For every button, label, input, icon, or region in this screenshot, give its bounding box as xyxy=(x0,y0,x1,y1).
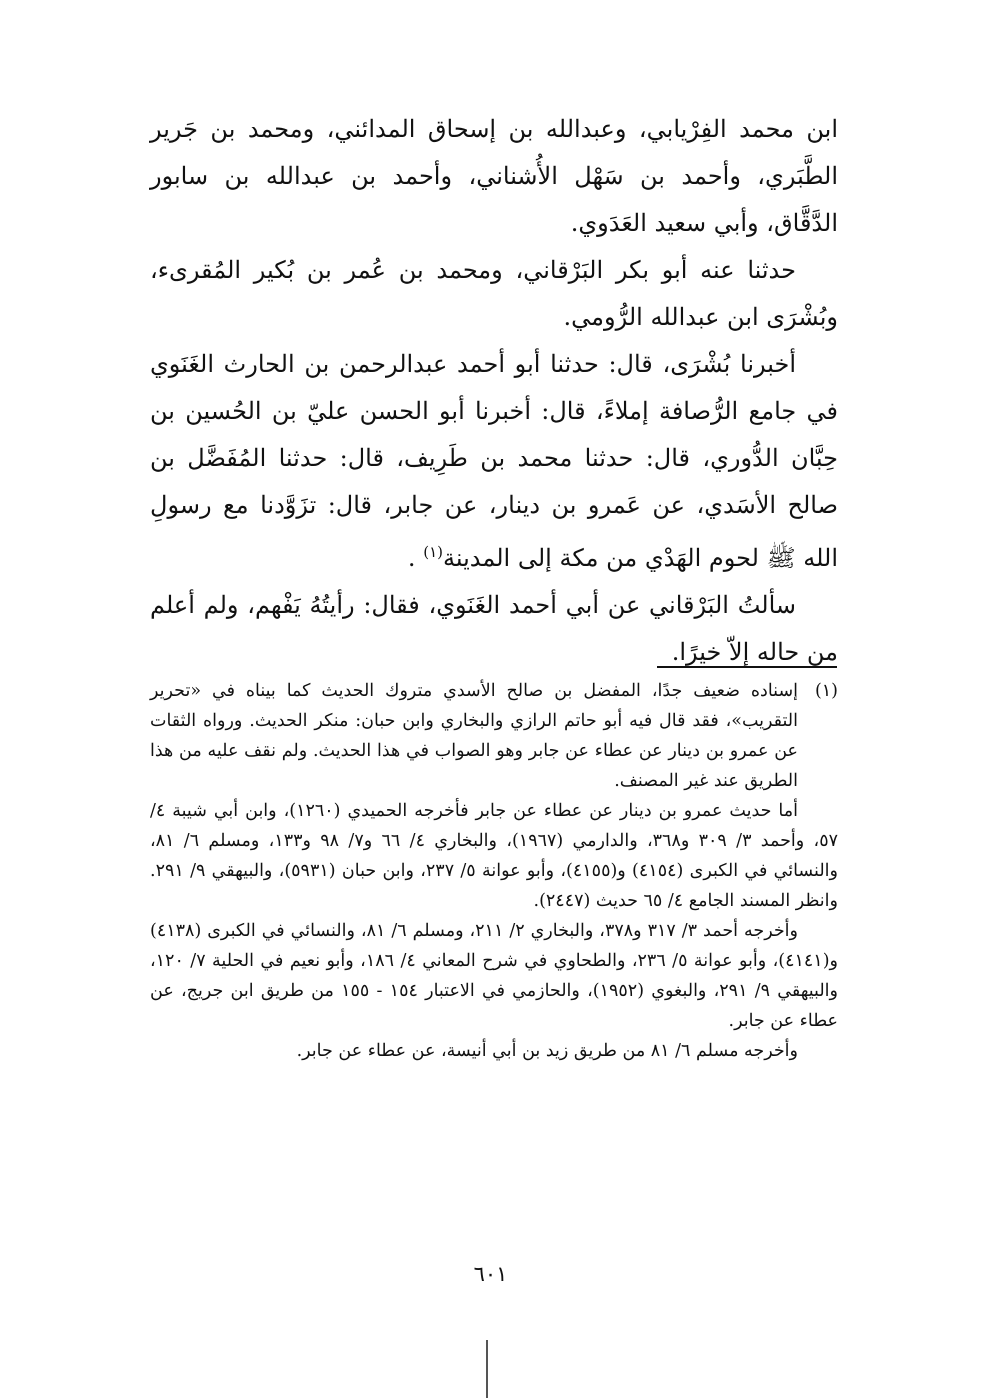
paragraph-barqani xyxy=(150,582,838,676)
paragraph-students xyxy=(150,247,838,341)
scan-artifact-line xyxy=(486,1340,488,1398)
page-number: ٦٠١ xyxy=(473,1262,508,1286)
footnote-paragraph: وأخرجه أحمد ٣/ ٣١٧ و٣٧٨، والبخاري ٢/ ٢١١، ومسلم ٦/ ٨١، والنسائي في الكبرى (٤١٣٨) و(٤١٤١)، وأبو عوانة ٥/ ٢٣٦، والطحاوي في شرح المعاني ٤/ ١٨٦، وأبو نعيم في الحلية ٧/ ١٢٠، والبيهقي ٩/ ٢٩١، والبغوي (١٩٥٢)، والحازمي في الاعتبار ١٥٤ - ١٥٥ من طريق ابن جريج، عن عطاء عن جابر. xyxy=(150,921,838,1031)
paragraph-narrators xyxy=(150,106,838,247)
footnote-paragraph: إسناده ضعيف جدًا، المفضل بن صالح الأسدي متروك الحديث كما بيناه في «تحرير التقريب»، فقد قال فيه أبو حاتم الرازي والبخاري وابن حبان: منكر الحديث. ورواه الثقات عن عمرو بن دينار عن عطاء عن جابر وهو الصواب في هذا الحديث. ولم نقف عليه من هذا الطريق عند غير المصنف. xyxy=(150,681,798,791)
footnotes-block xyxy=(150,676,838,1066)
footnote-paragraph: أما حديث عمرو بن دينار عن عطاء عن جابر فأخرجه الحميدي (١٢٦٠)، وابن أبي شيبة ٤/ ٥٧، وأحمد ٣/ ٣٠٩ و٣٦٨، والدارمي (١٩٦٧)، والبخاري ٤/ ٦٦ و٧/ ٩٨ و١٣٣، ومسلم ٦/ ٨١، والنسائي في الكبرى (٤١٥٤) و(٤١٥٥)، وأبو عوانة ٥/ ٢٣٧، وابن حبان (٥٩٣١)، والبيهقي ٩/ ٢٩١. وانظر المسند الجامع ٤/ ٦٥ حديث (٢٤٤٧). xyxy=(150,801,839,911)
paragraph-end-mark: . xyxy=(407,544,416,572)
paragraph-text: حدثنا عنه أبو بكر البَرْقاني، ومحمد بن عُمر بن بُكير المُقرىء، وبُشْرَى ابن عبدالله الرُّومي. xyxy=(150,256,838,331)
footnote-marker: (١) xyxy=(423,543,443,561)
footnote-number: (١) xyxy=(814,681,838,701)
paragraph-text: أخبرنا بُشْرَى، قال: حدثنا أبو أحمد عبدالرحمن بن الحارث الغَنَوي في جامع الرُّصافة إملاءً، قال: أخبرنا أبو الحسن عليّ بن الحُسين بن حِبَّان الدُّوري، قال: حدثنا محمد بن طَرِيف، قال: حدثنا المُفَضَّل بن صالح الأسَدي، عن عَمرو بن دينار، عن جابر، قال: تزَوَّدنا مع رسولِ الله ﷺ لحوم الهَدْي من مكة إلى المدينة xyxy=(150,350,838,572)
footnote-1 xyxy=(150,676,838,796)
paragraph-text: ابن محمد الفِرْيابي، وعبدالله بن إسحاق المدائني، ومحمد بن جَرير الطَّبَري، وأحمد بن سَهْل الأُشناني، وأحمد بن عبدالله بن سابور الدَّقَّاق، وأبي سعيد العَدَوي. xyxy=(150,115,838,237)
footnote-paragraph: وأخرجه مسلم ٦/ ٨١ من طريق زيد بن أبي أنيسة، عن عطاء عن جابر. xyxy=(296,1041,798,1061)
paragraph-text: سألتُ البَرْقاني عن أبي أحمد الغَنَوي، فقال: رأيتُهُ يَفْهم، ولم أعلم من حاله إلاّ خيرًا. xyxy=(150,591,838,666)
paragraph-hadith xyxy=(150,341,838,582)
main-text-block xyxy=(150,106,838,676)
footnote-divider xyxy=(657,666,837,668)
